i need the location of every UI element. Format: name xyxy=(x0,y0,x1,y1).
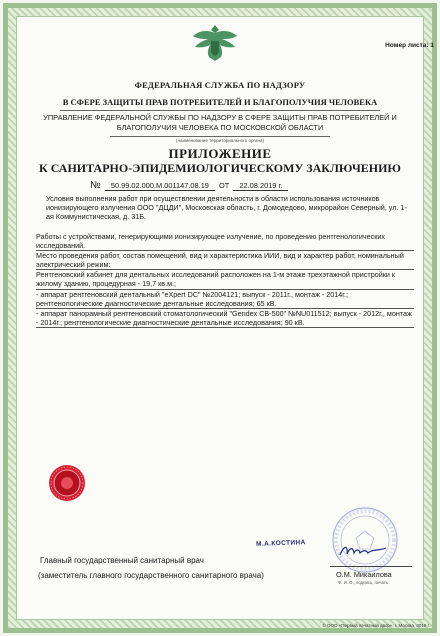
conclusion-number-row xyxy=(90,180,288,191)
body-line: Место проведения работ, состав помещений, вид и характеристика ИИИ, вид и характер работ, номинальный электрический режим: xyxy=(36,251,414,270)
territorial-department: УПРАВЛЕНИЕ ФЕДЕРАЛЬНОЙ СЛУЖБЫ ПО НАДЗОРУ В СФЕРЕ ЗАЩИТЫ ПРАВ ПОТРЕБИТЕЛЕЙ И БЛАГОПОЛУЧИЯ ЧЕЛОВЕКА ПО МОСКОВСКОЙ ОБЛАСТИ xyxy=(43,113,397,132)
date-label: ОТ xyxy=(219,181,230,190)
signatory-position: Главный государственный санитарный врач xyxy=(40,556,204,565)
signature-caption: Ф. И. О., подпись, печать xyxy=(338,580,388,585)
signature-line xyxy=(330,566,412,567)
official-name-stamp: М.А.КОСТИНА xyxy=(255,539,306,548)
sheet-number: Номер листа: 1 xyxy=(385,42,434,49)
service-name-line2: В СФЕРЕ ЗАЩИТЫ ПРАВ ПОТРЕБИТЕЛЕЙ И БЛАГОПОЛУЧИЯ ЧЕЛОВЕКА xyxy=(62,97,378,107)
divider xyxy=(110,136,330,137)
divider xyxy=(60,110,380,111)
work-description xyxy=(36,232,414,328)
body-line: Рентгеновский кабинет для дентальных исследований расположен на 1-м этаже трехэтажной пристройки к жилому зданию, процедурная - 19,7 кв.м.; xyxy=(36,270,414,289)
round-official-seal-icon xyxy=(330,505,400,575)
number-label: № xyxy=(90,180,101,191)
conditions-paragraph: Условия выполнения работ при осуществлении деятельности в области использования источников ионизирующего излучения ООО "ДЦДИ", Московская область, г. Домодедово, микрорайон Северный, ул. 1-ая Коммунистическая, д. 31Б. xyxy=(46,194,407,222)
body-line: Работы с устройствами, генерирующими ионизирующее излучение, по проведению рентгенологических исследований. xyxy=(36,232,414,251)
handwritten-signature-icon xyxy=(338,542,388,560)
conclusion-number: 50.99.02.000.М.001147.08.19 xyxy=(105,181,215,191)
conclusion-date: 22.08.2019 г. xyxy=(233,181,288,191)
service-name-line1: ФЕДЕРАЛЬНАЯ СЛУЖБА ПО НАДЗОРУ xyxy=(134,80,306,90)
document-subtitle: К САНИТАРНО-ЭПИДЕМИОЛОГИЧЕСКОМУ ЗАКЛЮЧЕНИЮ xyxy=(39,161,401,175)
red-hologram-seal-icon xyxy=(47,463,87,503)
body-line: - аппарат панорамный рентгеновский стоматологический "Gendex CB-500" №NU011512; выпуск - 2012г., монтаж - 2014г.; рентгенологические диагностические дентальные исследования; 90 кВ. xyxy=(36,309,414,328)
russian-coat-of-arms-icon xyxy=(190,21,240,65)
document-title: ПРИЛОЖЕНИЕ xyxy=(168,146,272,161)
signatory-position-note: (заместитель главного государственного санитарного врача) xyxy=(38,571,264,580)
signatory-name: О.М. Микаилова xyxy=(336,570,392,579)
printer-imprint: © ООО «Первый печатный двор», г. Москва, 2019 г. xyxy=(322,623,430,628)
department-caption: (наименование территориального органа) xyxy=(175,138,265,143)
body-line: - аппарат рентгеновский дентальный "eXpert DC" №2004121; выпуск - 2011г., монтаж - 2014г.; рентгенологические диагностические дентальные исследования; 65 кВ. xyxy=(36,290,414,309)
